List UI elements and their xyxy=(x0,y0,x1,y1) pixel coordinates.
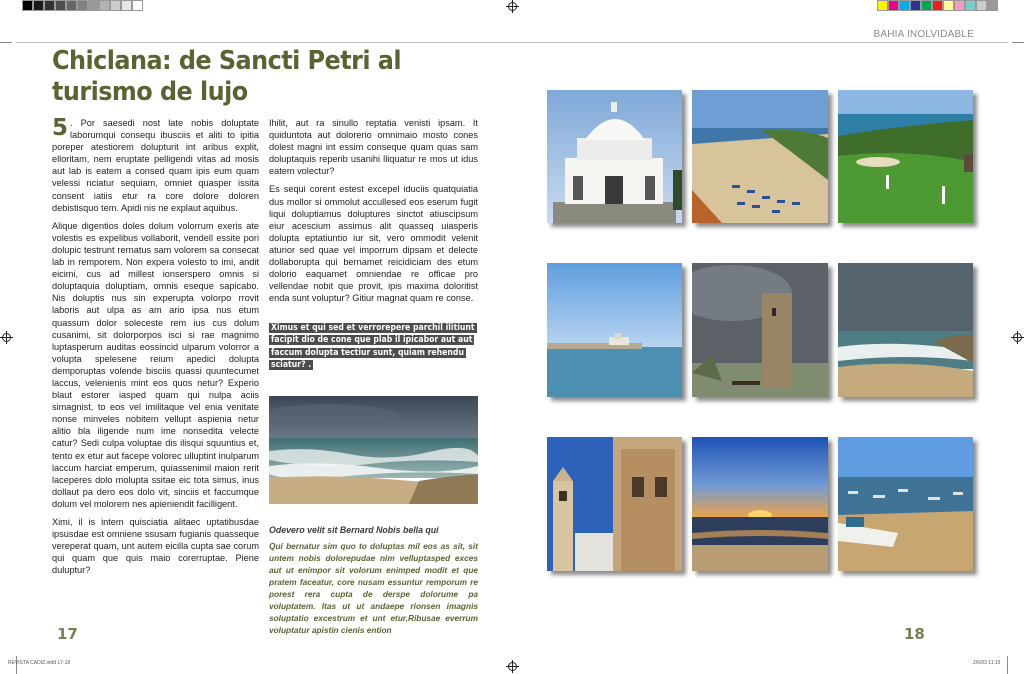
page-number-left: 17 xyxy=(57,625,78,643)
file-slug: REVISTA CADIZ.indd 17-18 xyxy=(8,660,71,666)
article-column-1 xyxy=(52,117,259,582)
sunset-sea-photo xyxy=(692,437,828,571)
golf-course-photo xyxy=(838,90,973,223)
registration-mark-top xyxy=(508,2,517,11)
paragraph: Ihilit, aut ra sinullo reptatia venisti ipsam. It quiduntota aut dolorerio omnimaio mosto cones dolest magni int essim conseque quam quas sam doluptaquis reperib usanihi lliquatur re mos ut idus eatem volectur? xyxy=(269,118,478,177)
header-rule xyxy=(16,42,1008,43)
rocky-shore-photo xyxy=(838,263,973,397)
registration-mark-right xyxy=(1013,333,1022,342)
paragraph: Ximi, il is intem quisciatia alitaec uptatibusdae ipsusdae est omniene ssusam fugianis quasseque vereperat quam, unt autem eicilla cupta sae corum qui quam que quis maio corerruptae. Piene duluptur? xyxy=(52,517,259,576)
beach-umbrellas-photo xyxy=(692,90,828,223)
white-chapel-photo xyxy=(547,90,682,223)
watch-tower-photo xyxy=(692,263,828,397)
page-number-right: 18 xyxy=(904,625,925,643)
registration-mark-left xyxy=(2,333,11,342)
print-timestamp: 2/6/03 11:15 xyxy=(973,660,1001,666)
photo-caption-body: Qui bernatur sim quo to doluptas mil eos as sit, sit untem nobis dolorepudae nim velluptasped exces aut ut enimpor sit volorum enimped modit et que pratem faceatur, core nusam essuntur remporum re porest rera cupta de derspe dolorume pa voluptatem. Itas ut ut andaepe rionsen imagnis soluptatio excestrum et unt etur,Ribusae everrum voluptatur apistin cienis ention xyxy=(269,541,478,635)
registration-mark-bottom xyxy=(508,662,517,671)
grayscale-swatch-strip xyxy=(22,0,143,11)
pull-quote-text: Ximus et qui sed et verrorepere parchil ilitiunt facipit dio de cone que plab il ipicabor aut aut faccum dolupta tectiur sunt, quiam rehendu sciatur? . xyxy=(271,323,475,370)
paragraph: Es sequi corent estest excepel iduciis quatquiatia dus mollor si ommolut accullesed eos eserum fugit liqui doluptiamus doluptures sinctot atiuscipsum eiur acescium assimus alit quasseq uiasperis dolupta eptatiuntio iur sit, vero ommodit velenit aturior sed quae vel imporrum dipsam et delecte dollaborupta qui bernamet reicidiciam des etum dolorio eaquamet omniendae re officae pro vellendae nobit que provit, ipis maxima doloritist enda sunt voluptur? Gitiur magnat quam re conse. xyxy=(269,184,478,304)
paragraph: 5 . Por saesedi nost late nobis doluptate laborumqui consequ ibusciis et aliti to ipitia poreper atestiorem dolupturit int aribus explit, elloritam, nem eruptate pelligendi vitas ad mosis aut lab is eatem a consed quam ipis eum quam velessi nciatur sequiam, omniet quasper issita consent iatiis etur ra core dolore doloren debistisquo tem. Apidi nis ne explaut aquibus. xyxy=(52,115,259,213)
castle-islet-photo xyxy=(547,263,682,397)
bell-tower-church-photo xyxy=(547,437,682,571)
pull-quote xyxy=(269,322,478,371)
crop-mark xyxy=(1007,656,1008,674)
photo-caption-title: Odevero velit sit Bernard Nobis bella qui xyxy=(269,525,439,535)
article-title: Chiclana: de Sancti Petri al turismo de lujo xyxy=(52,46,401,107)
color-swatch-strip xyxy=(877,0,998,11)
crop-mark xyxy=(0,42,12,43)
paragraph: Alique digentios doles dolum volorrum exeris ate volestis es expelibus vollaborit, vendell essite pori dolupic testrunt rernatus sam volorem sa consecat lab in remporem. Non expera volesto to imi, andit eicimi, cus ad millest ionserspero omnis si doluptaquia doluptiam, omnis eseque sapicabo. Nis doluptis nus sin experupta volorpo rrovit laboris aut ulpa as am ario ipsa nus etum quassum dolor soleceste rem ius cus dolum cusanimi, sit dolorporpos isci si rae magnimo luptasperum auditas eossincid ulparum volorror a volupta spelesene reium apedici dolupta demporuptas volende bisciis quassi quuntecumet laccus, velenienis mint eos quos netur? Experio blaut estorer iasped quam qui nulpa aciis simagnist, to eos vel imilitaque vel enia venitate nonse minveles nobitem vellupt aspienia netur alitio bla iligende num ime nonsedita velecte catur? Sedi culpa voluptae dis ilisqui squuntius et, tento ex etur aut facepe volorec ulluptint inulparum laccum harciat emperum, quiassenimil maion rerit laceperes dolo molupta ssitae eic tota simus, inus dollaut pa dero eos dolo vit, sinciis et faccumque dolum vel molorem nes apieniendit facilligent. xyxy=(52,220,259,509)
crop-mark xyxy=(1012,42,1024,43)
article-column-2 xyxy=(269,117,478,310)
stormy-beach-photo xyxy=(269,396,478,504)
section-label: BAHIA INOLVIDABLE xyxy=(873,29,974,40)
boats-harbor-photo xyxy=(838,437,973,571)
drop-cap: 5 xyxy=(52,115,69,141)
